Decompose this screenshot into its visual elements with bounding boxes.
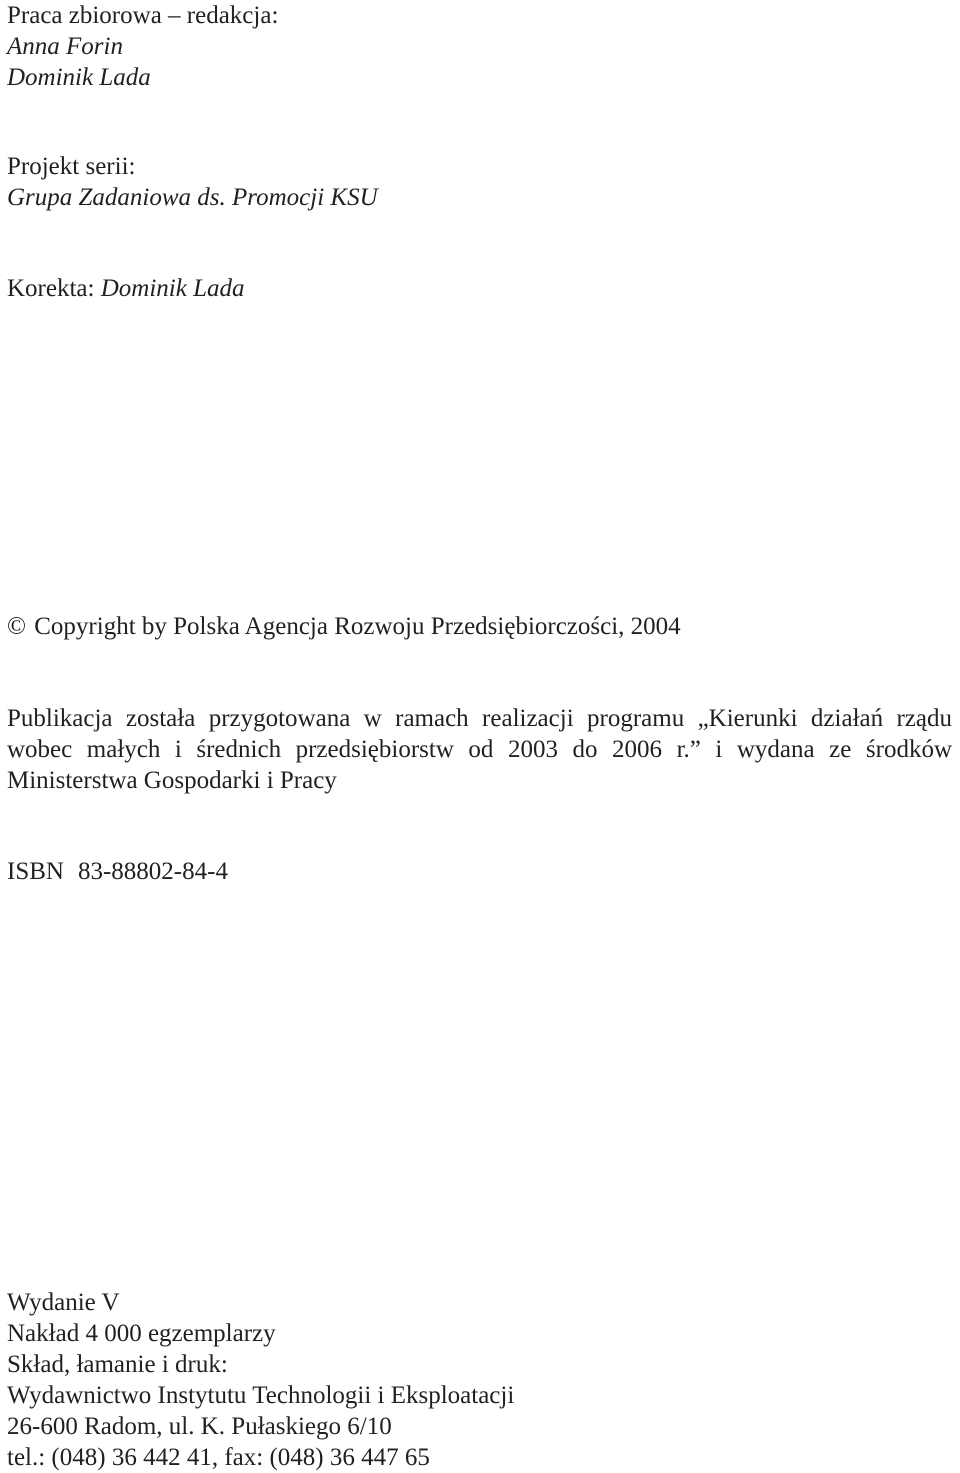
publisher-name: Wydawnictwo Instytutu Technologii i Eksploatacji [7,1382,515,1409]
imprint [7,1287,952,1473]
editor-name: Anna Forin [7,33,123,60]
proofreading-line [7,273,952,304]
series-designer: Grupa Zadaniowa ds. Promocji KSU [7,184,378,211]
series-credits [7,151,952,213]
copyright-line [7,611,952,642]
editorial-credits [7,0,952,93]
isbn-label: ISBN [7,858,64,885]
print-run: Nakład 4 000 egzemplarzy [7,1320,276,1347]
edition: Wydanie V [7,1289,120,1316]
isbn-number: 83-88802-84-4 [77,858,228,885]
credits-label: Praca zbiorowa – redakcja: [7,2,279,29]
production-label: Skład, łamanie i druk: [7,1351,228,1378]
copyright-notice [7,611,952,642]
copyright-icon: © [7,613,26,640]
proofreader-name: Dominik Lada [100,275,245,302]
series-label: Projekt serii: [7,153,136,180]
isbn-line [7,856,952,887]
publisher-contact: tel.: (048) 36 442 41, fax: (048) 36 447 65 [7,1444,430,1471]
publication-note [7,703,952,796]
copyright-text: Copyright by Polska Agencja Rozwoju Przedsiębiorczości, 2004 [34,613,681,640]
proofreading-credits [7,273,952,304]
proofreading-label: Korekta: [7,275,101,302]
publication-note-text: Publikacja została przygotowana w ramach realizacji programu „Kierunki działań rządu wobec małych i średnich przedsiębiorstw od 2003 do 2006 r.” i wydana ze środków Ministerstwa Gospodarki i Pracy [7,705,952,794]
editor-name: Dominik Lada [7,64,151,91]
publisher-address: 26-600 Radom, ul. K. Pułaskiego 6/10 [7,1413,392,1440]
